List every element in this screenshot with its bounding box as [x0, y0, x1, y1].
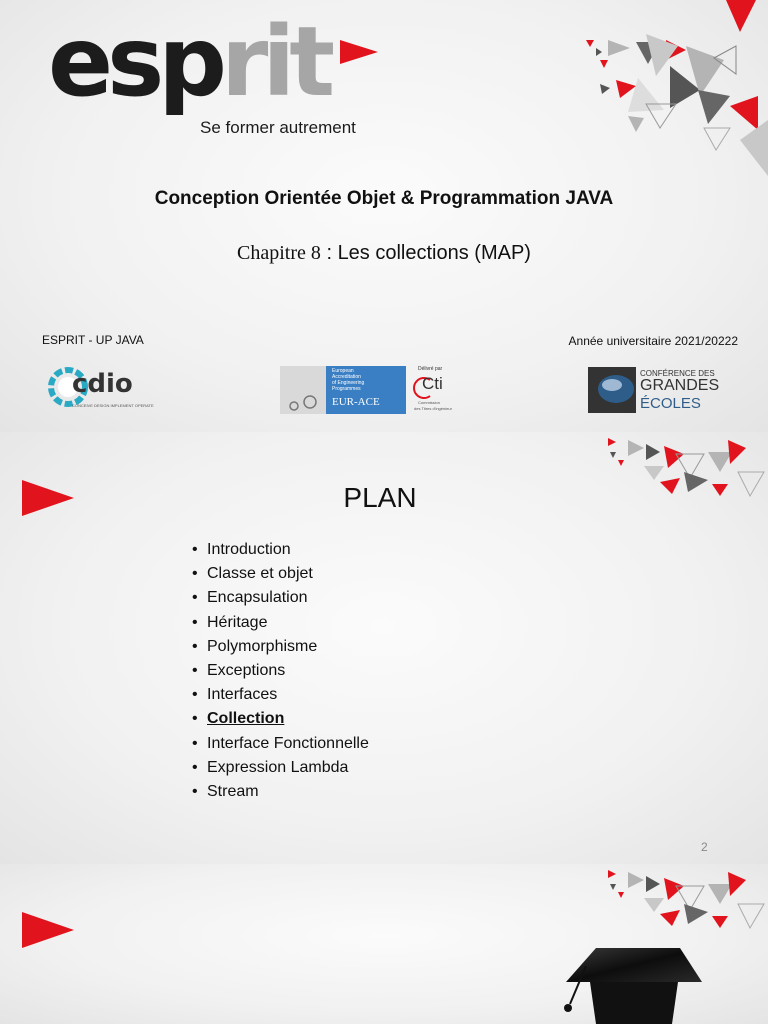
eurace-line3: of Engineering: [332, 380, 365, 386]
cti-sub2-text: des Titres d'ingénieur: [414, 406, 452, 411]
plan-item-label: Héritage: [207, 613, 268, 631]
plan-item-label: Polymorphisme: [207, 637, 318, 655]
bullet: •: [192, 541, 198, 558]
bullet: •: [192, 686, 198, 704]
plan-item-label: Interfaces: [207, 686, 278, 704]
plan-item-interface-fonctionnelle: [192, 732, 369, 756]
cge-line1: CONFÉRENCE DES: [640, 369, 715, 378]
cge-line2: GRANDES: [640, 377, 720, 394]
bullet: •: [192, 637, 198, 655]
plan-item-polymorphisme: [192, 635, 369, 659]
plan-item-label: Introduction: [207, 541, 291, 558]
cdio-logo-text: cdio: [72, 369, 133, 399]
plan-item-interfaces: [192, 683, 369, 707]
plan-item-label: Collection: [207, 710, 285, 728]
cge-line3: ÉCOLES: [640, 395, 701, 412]
eurace-main-text: EUR-ACE: [332, 396, 380, 408]
bullet: •: [192, 565, 198, 583]
plan-list: [192, 538, 369, 804]
cti-top-text: Délivré par: [418, 366, 443, 372]
chapter-prefix: Chapitre 8: [237, 242, 321, 264]
left-red-arrow-icon-2: [22, 910, 78, 950]
plan-item-label: Exceptions: [207, 662, 286, 680]
plan-item-label: Encapsulation: [207, 589, 308, 607]
plan-item-label: Interface Fonctionnelle: [207, 734, 369, 752]
logo-text-grey: rit: [220, 6, 330, 118]
cdio-logo: [48, 363, 154, 415]
logo-flag-icon: [340, 40, 380, 68]
cge-logo: [588, 367, 730, 413]
plan-item-expression-lambda: [192, 756, 369, 780]
plan-title: PLAN: [343, 482, 417, 513]
logo-text-dark: esp: [48, 6, 221, 118]
plan-item-classe-et-objet: [192, 562, 369, 586]
triangle-pattern-decoration: [468, 0, 768, 190]
eurace-line2: Accreditation: [332, 374, 361, 380]
cge-logo-mark-icon: [588, 367, 636, 413]
plan-item-label: Stream: [207, 783, 259, 801]
plan-item-label: Expression Lambda: [207, 758, 349, 776]
plan-item-stream: [192, 780, 369, 804]
eurace-line1: European: [332, 368, 354, 374]
cti-sub1-text: Commission: [418, 400, 441, 405]
graduation-cap-icon: [560, 946, 710, 1024]
eurace-line4: Programmes: [332, 386, 361, 392]
cti-main-text: Cti: [422, 374, 443, 393]
bullet: •: [192, 613, 198, 631]
plan-item-introduction: [192, 538, 369, 562]
eurace-cti-logo: [280, 366, 466, 414]
cdio-logo-subtitle: CONCEIVE DESIGN IMPLEMENT OPERATE: [72, 403, 154, 408]
bullet: •: [192, 783, 198, 801]
page-number: 2: [701, 840, 708, 854]
bullet: •: [192, 662, 198, 680]
logo-tagline: Se former autrement: [200, 118, 356, 137]
plan-item-encapsulation: [192, 586, 369, 610]
triangle-pattern-decoration-3: [588, 864, 768, 944]
course-title: Conception Orientée Objet & Programmation JAVA: [154, 188, 614, 209]
bullet: •: [192, 734, 198, 752]
next-slide-partial: [0, 864, 768, 1024]
esprit-logo-wordmark: [48, 6, 330, 118]
bullet: •: [192, 589, 198, 607]
cover-slide: [0, 0, 768, 432]
plan-item-label: Classe et objet: [207, 565, 313, 583]
bullet: •: [192, 758, 198, 776]
esprit-logo: [48, 6, 388, 142]
chapter-title: [0, 242, 768, 265]
chapter-separator: :: [320, 242, 338, 264]
plan-item-collection-active: [192, 707, 369, 731]
footer-left-label: ESPRIT - UP JAVA: [42, 333, 144, 347]
plan-item-exceptions: [192, 659, 369, 683]
bullet: •: [192, 710, 198, 728]
academic-year-label: Année universitaire 2021/20222: [568, 334, 738, 348]
plan-item-heritage: [192, 611, 369, 635]
chapter-topic: Les collections (MAP): [337, 242, 531, 264]
